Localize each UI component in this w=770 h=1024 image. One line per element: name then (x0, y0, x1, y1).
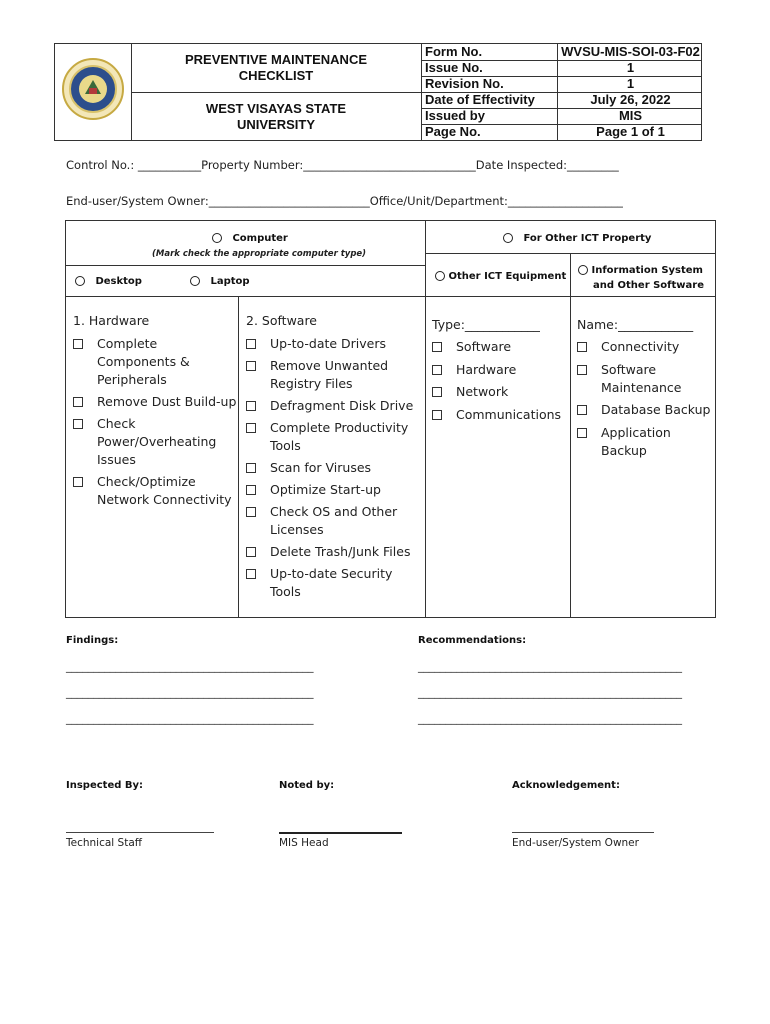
checklist-item-label: Database Backup (601, 402, 711, 417)
other-equipment-label: Other ICT Equipment (448, 271, 567, 282)
checkbox-icon[interactable] (246, 361, 256, 371)
checkbox-icon[interactable] (432, 410, 442, 420)
meta-page-no (422, 124, 702, 140)
checklist-item-label: Software Maintenance (601, 361, 682, 395)
noted-signature-line[interactable] (279, 832, 402, 834)
info-system-label-2: and Other Software (593, 280, 705, 291)
meta-value: 1 (557, 60, 703, 76)
checkbox-icon[interactable] (577, 428, 587, 438)
meta-issue-no (422, 60, 702, 77)
meta-key: Issued by (425, 108, 485, 123)
checklist-item-label: Remove Dust Build-up (97, 394, 237, 409)
checkbox-icon[interactable] (432, 365, 442, 375)
other-equipment-option[interactable] (435, 271, 566, 282)
other-ict-option[interactable] (503, 233, 651, 244)
org-line-1: WEST VISAYAS STATE (205, 100, 347, 116)
checklist-item-label: Optimize Start-up (270, 482, 381, 497)
inspected-by-label: Inspected By: (66, 780, 144, 791)
checkbox-icon[interactable] (73, 419, 83, 429)
meta-value: 1 (557, 76, 703, 92)
meta-issued-by (422, 108, 702, 125)
meta-key: Revision No. (425, 76, 504, 91)
checklist-item-label: Delete Trash/Junk Files (270, 544, 411, 559)
title-line-2: CHECKLIST (238, 68, 314, 83)
software-heading: 2. Software (246, 313, 318, 328)
desktop-label: Desktop (95, 276, 142, 287)
computer-radio-icon[interactable] (212, 233, 222, 243)
meta-value: July 26, 2022 (557, 92, 703, 108)
meta-key: Page No. (425, 124, 481, 139)
checkbox-icon[interactable] (246, 485, 256, 495)
checklist-item-label: Remove Unwanted Registry Files (270, 358, 389, 391)
other-ict-radio-icon[interactable] (503, 233, 513, 243)
enduser-office-line[interactable]: End-user/System Owner:____________________________Office/Unit/Department:____________________ (66, 194, 623, 208)
acknowledgement-label: Acknowledgement: (512, 780, 620, 791)
form-header (54, 43, 702, 141)
meta-value: MIS (557, 108, 703, 124)
checklist-item-label: Network (456, 384, 509, 399)
checkbox-icon[interactable] (577, 405, 587, 415)
org-line-2: UNIVERSITY (236, 116, 315, 132)
meta-key: Date of Effectivity (425, 92, 535, 107)
meta-value: Page 1 of 1 (557, 124, 703, 140)
control-property-date-line[interactable]: Control No.: ___________Property Number:______________________________Date Inspected:_________ (66, 158, 619, 172)
checkbox-icon[interactable] (246, 507, 256, 517)
title-line-1: PREVENTIVE MAINTENANCE (184, 52, 368, 67)
recommendations-line[interactable]: ________________________________________________ (418, 686, 682, 699)
hardware-heading: 1. Hardware (73, 313, 150, 328)
checkbox-icon[interactable] (432, 342, 442, 352)
recommendations-line[interactable]: ________________________________________________ (418, 712, 682, 725)
inspected-role: Technical Staff (66, 837, 143, 849)
checklist-item-label: Up-to-date Security Tools (270, 566, 393, 599)
checkbox-icon[interactable] (577, 365, 587, 375)
checklist-item-label: Check OS and Other Licenses (270, 504, 398, 537)
laptop-label: Laptop (210, 276, 250, 287)
university-seal-cell (55, 44, 132, 140)
title-cell (131, 44, 422, 140)
form-title (131, 44, 421, 93)
other-ict-label: For Other ICT Property (523, 233, 652, 244)
checklist-item-label: Check/Optimize Network Connectivity (97, 474, 232, 507)
checkbox-icon[interactable] (432, 387, 442, 397)
checklist-item-label: Scan for Viruses (270, 460, 372, 475)
findings-label: Findings: (66, 635, 119, 646)
other-equipment-radio-icon[interactable] (435, 271, 445, 281)
noted-by-label: Noted by: (279, 780, 335, 791)
meta-key: Issue No. (425, 60, 483, 75)
meta-form-no (422, 44, 702, 61)
checkbox-icon[interactable] (246, 547, 256, 557)
info-system-radio-icon[interactable] (578, 265, 588, 275)
checklist-item-label: Up-to-date Drivers (270, 336, 387, 351)
laptop-option[interactable] (190, 276, 250, 287)
checklist-table (65, 220, 716, 618)
recommendations-label: Recommendations: (418, 635, 527, 646)
organization-name (131, 93, 421, 140)
computer-note: (Mark check the appropriate computer type) (152, 249, 367, 259)
checkbox-icon[interactable] (246, 423, 256, 433)
computer-option[interactable] (212, 233, 288, 244)
checklist-item-label: Application Backup (601, 424, 671, 458)
checkbox-icon[interactable] (577, 342, 587, 352)
checklist-item-label: Check Power/Overheating Issues (97, 416, 217, 467)
checkbox-icon[interactable] (73, 397, 83, 407)
recommendations-line[interactable]: ________________________________________________ (418, 660, 682, 673)
ack-signature-line[interactable] (512, 832, 654, 833)
desktop-option[interactable] (75, 276, 142, 287)
desktop-radio-icon[interactable] (75, 276, 85, 286)
checkbox-icon[interactable] (246, 463, 256, 473)
checkbox-icon[interactable] (73, 339, 83, 349)
findings-line[interactable]: _____________________________________________ (66, 712, 314, 725)
meta-revision-no (422, 76, 702, 93)
checklist-item-label: Complete Components & Peripherals (97, 336, 190, 387)
laptop-radio-icon[interactable] (190, 276, 200, 286)
inspected-signature-line[interactable] (66, 832, 214, 833)
info-system-label-1: Information System (591, 265, 703, 276)
checklist-item-label: Connectivity (601, 339, 680, 354)
checkbox-icon[interactable] (73, 477, 83, 487)
checklist-item-label: Hardware (456, 361, 517, 377)
checkbox-icon[interactable] (246, 569, 256, 579)
name-heading[interactable]: Name:____________ (577, 317, 694, 332)
checkbox-icon[interactable] (246, 401, 256, 411)
checklist-item-label: Communications (456, 406, 562, 422)
checklist-item-label: Software (456, 339, 512, 354)
university-seal-icon (55, 44, 131, 140)
meta-key: Form No. (425, 44, 483, 59)
computer-label: Computer (232, 233, 288, 244)
info-system-option[interactable] (578, 263, 704, 293)
meta-value: WVSU-MIS-SOI-03-F02 (557, 44, 703, 60)
type-heading[interactable]: Type:____________ (432, 317, 540, 332)
findings-line[interactable]: _____________________________________________ (66, 660, 314, 673)
checklist-item-label: Defragment Disk Drive (270, 398, 414, 413)
ack-role: End-user/System Owner (512, 837, 639, 849)
checkbox-icon[interactable] (246, 339, 256, 349)
noted-role: MIS Head (279, 837, 329, 849)
checklist-item-label: Complete Productivity Tools (270, 420, 409, 453)
findings-line[interactable]: _____________________________________________ (66, 686, 314, 699)
meta-date-effectivity (422, 92, 702, 109)
